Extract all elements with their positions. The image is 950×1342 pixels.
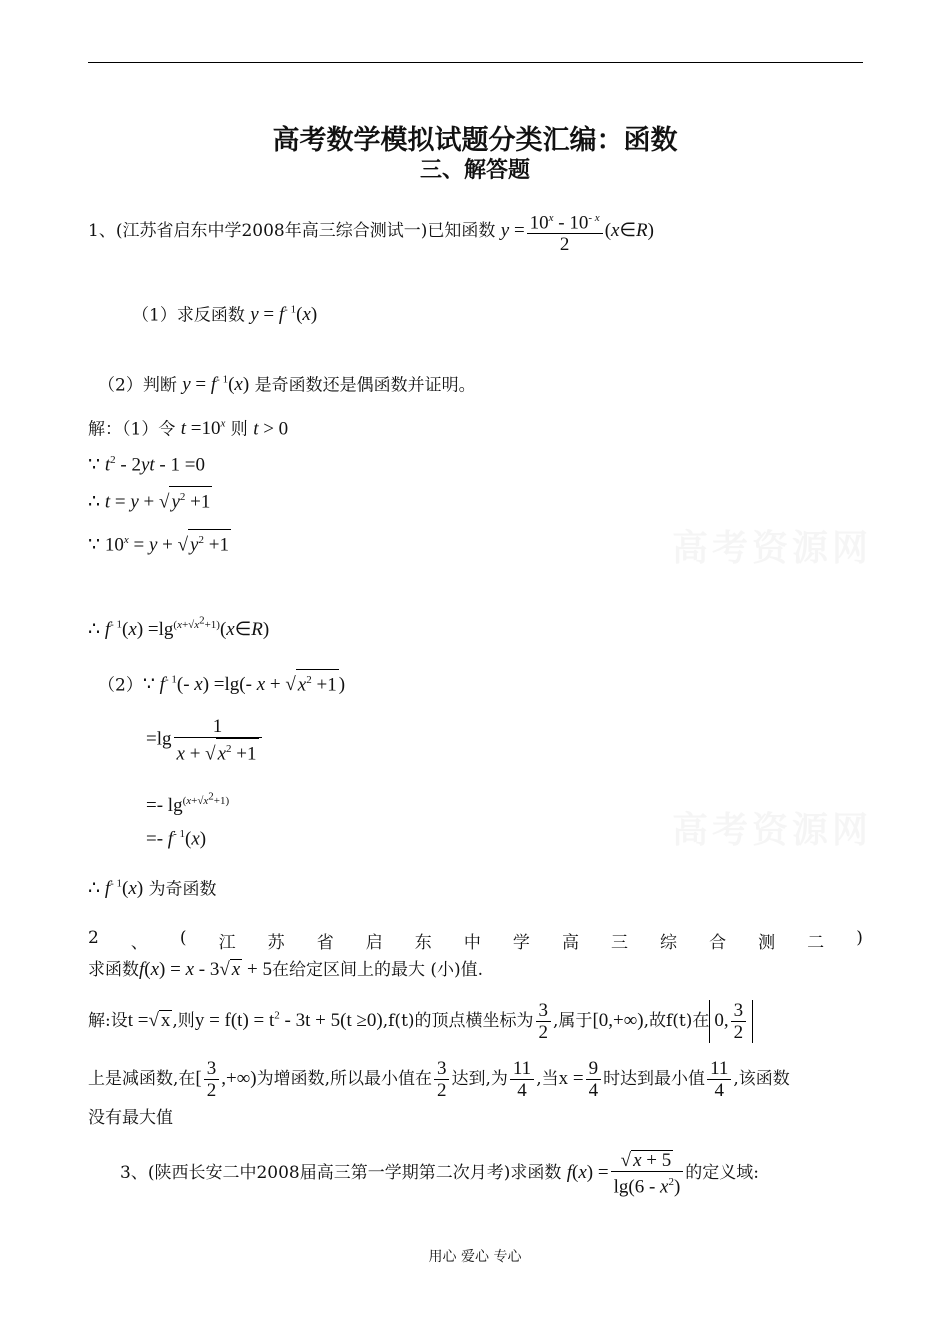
page-title: 高考数学模拟试题分类汇编：函数	[272, 125, 678, 156]
equation-line: =- $f^{- 1}(x)$	[146, 828, 207, 850]
q1-solution-start: 解：（1）令 $t =10^x$ 则 t > 0	[88, 418, 289, 440]
q2-prompt: 求函数f(x) = x - 3√ x + 5在给定区间上的最大 (小)值.	[88, 959, 484, 980]
q1-intro: 1、(江苏省启东中学2008年高三综合测试一)已知函数 y = $\frac{10^x - 10^{- x}}{2}$ (x∈R)	[88, 208, 654, 255]
inverse-function-formula: $y = f^{- 1}(x)$	[250, 304, 318, 326]
page-footer: 用心 爱心 专心	[428, 1249, 522, 1265]
equation-line: ∵ $10^x = y$ + √ $y^2 +1$	[88, 528, 231, 557]
q1-part2: （2）判断 $y = f^{- 1}(x)$ 是奇函数还是偶函数并证明。	[98, 374, 476, 396]
q1-conclusion: ∴ $f^{- 1}(x)$ 为奇函数	[88, 878, 217, 900]
watermark	[672, 520, 872, 571]
q3-prompt: 3、(陕西长安二中2008届高三第一学期第二次月考)求函数 f(x) = $\frac{√ x + 5}{\lg(6 - x^2)}$ 的定义域:	[120, 1150, 760, 1198]
equation-line: ∴ $f^{- 1}(x)$ $=\lg^{(x+√x^2+1)}(x\in R)$	[88, 614, 270, 640]
equation-line: =- $\lg^{(x+√x^2+1)}$	[146, 790, 230, 816]
equation-line: ∵ $t^2 - 2yt - 1 =0$	[88, 454, 205, 476]
q2-solution-line2: 上是减函数,在[ $\frac{3}{2}$ ,+∞)为增函数,所以最小值在 $\frac{3}{2}$ 达到,为 $\frac{11}{4}$ ,当x = $\frac{9}{4}$ 时达到最小值 $\frac{11}{4}$ ,该函数	[88, 1058, 790, 1102]
q1-function-formula: y = $\frac{10^x - 10^{- x}}{2}$ (x∈R)	[501, 220, 654, 241]
watermark	[672, 802, 872, 853]
section-title: 三、解答题	[419, 157, 530, 183]
q1-part2-proof: （2）∵ $f^{- 1}(-$ x) =lg(- x + √ $x^2 +1$ )	[98, 668, 345, 697]
q1-part1: （1）求反函数 $y = f^{- 1}(x)$	[132, 304, 318, 326]
q2-solution-line3: 没有最大值	[88, 1108, 173, 1128]
q2-header: 2 、 ( 江 苏 省 启 东 中 学 高 三 综 合 测 二 )	[88, 928, 863, 953]
q2-solution-line1: 解:设t =√ x ,则$y = f(t) = t^2 - 3t + 5(t \ge 0),f(t)$的顶点横坐标为 $\frac{3}{2}$ ,属于[0,+∞),故f(t)在 0, $\frac{3}{2}$	[88, 1000, 753, 1043]
equation-line: ∴ t = y + √ $y^2 +1$	[88, 486, 212, 514]
header-rule	[88, 62, 863, 63]
equation-line: =lg $\frac{1}{x + √ x^2 +1}$	[146, 716, 264, 764]
